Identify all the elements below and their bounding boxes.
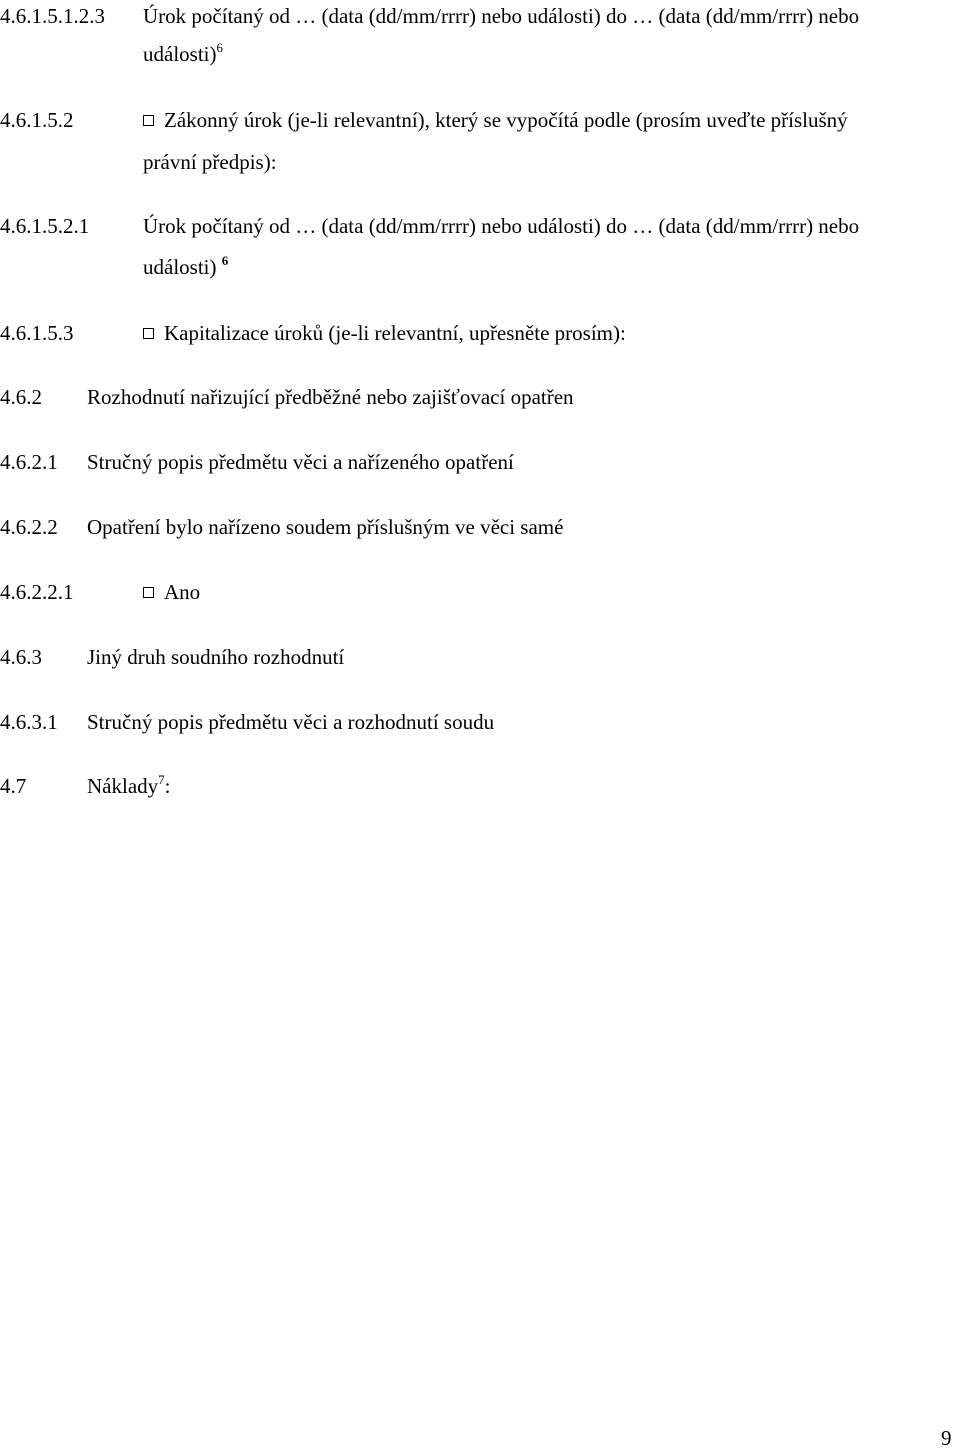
item-text: Náklady xyxy=(87,774,159,798)
item-text: Zákonný úrok (je-li relevantní), který se vypočítá podle (prosím uveďte příslušný xyxy=(164,108,848,132)
item-row xyxy=(0,214,960,238)
footnote-ref: 6 xyxy=(216,40,223,55)
item-row-continuation xyxy=(143,150,277,174)
item-number: 4.6.2.2.1 xyxy=(0,580,74,604)
item-row xyxy=(0,515,960,539)
item-row-continuation xyxy=(143,255,228,279)
item-text: Stručný popis předmětu věci a rozhodnutí soudu xyxy=(87,710,495,734)
item-row xyxy=(0,4,960,28)
item-text: Opatření bylo nařízeno soudem příslušným ve věci samé xyxy=(87,515,564,539)
item-number: 4.6.3.1 xyxy=(0,710,58,734)
checkbox[interactable] xyxy=(143,587,154,598)
item-text: Kapitalizace úroků (je-li relevantní, upřesněte prosím): xyxy=(164,321,626,345)
item-text: Rozhodnutí nařizující předběžné nebo zajišťovací opatřen xyxy=(87,385,574,409)
item-row xyxy=(0,321,960,345)
item-row xyxy=(0,108,960,132)
item-number: 4.7 xyxy=(0,774,27,798)
item-number: 4.6.2 xyxy=(0,385,42,409)
page-number: 9 xyxy=(941,1426,952,1450)
item-row xyxy=(0,645,960,669)
item-row xyxy=(0,385,960,409)
item-row xyxy=(0,774,960,798)
footnote-ref: 7 xyxy=(158,772,165,787)
checkbox[interactable] xyxy=(143,328,154,339)
item-row xyxy=(0,580,960,604)
item-number: 4.6.1.5.2.1 xyxy=(0,214,90,238)
footnote-ref: 6 xyxy=(221,253,229,268)
item-number: 4.6.2.2 xyxy=(0,515,58,539)
item-text: právní předpis): xyxy=(143,150,277,174)
item-text: Úrok počítaný od … (data (dd/mm/rrrr) nebo události) do … (data (dd/mm/rrrr) nebo xyxy=(143,214,860,238)
item-text: události) xyxy=(143,42,217,66)
item-number: 4.6.1.5.2 xyxy=(0,108,74,132)
item-row xyxy=(0,450,960,474)
item-row-continuation xyxy=(143,42,223,66)
item-text: Stručný popis předmětu věci a nařízeného opatření xyxy=(87,450,514,474)
item-text: Ano xyxy=(164,580,201,604)
item-text: Jiný druh soudního rozhodnutí xyxy=(87,645,345,669)
checkbox[interactable] xyxy=(143,115,154,126)
item-text: Úrok počítaný od … (data (dd/mm/rrrr) nebo události) do … (data (dd/mm/rrrr) nebo xyxy=(143,4,860,28)
item-number: 4.6.2.1 xyxy=(0,450,58,474)
item-number: 4.6.1.5.3 xyxy=(0,321,74,345)
item-text: události) xyxy=(143,255,217,279)
item-text-suffix: : xyxy=(164,774,171,798)
item-number: 4.6.3 xyxy=(0,645,42,669)
item-row xyxy=(0,710,960,734)
item-number: 4.6.1.5.1.2.3 xyxy=(0,4,105,28)
